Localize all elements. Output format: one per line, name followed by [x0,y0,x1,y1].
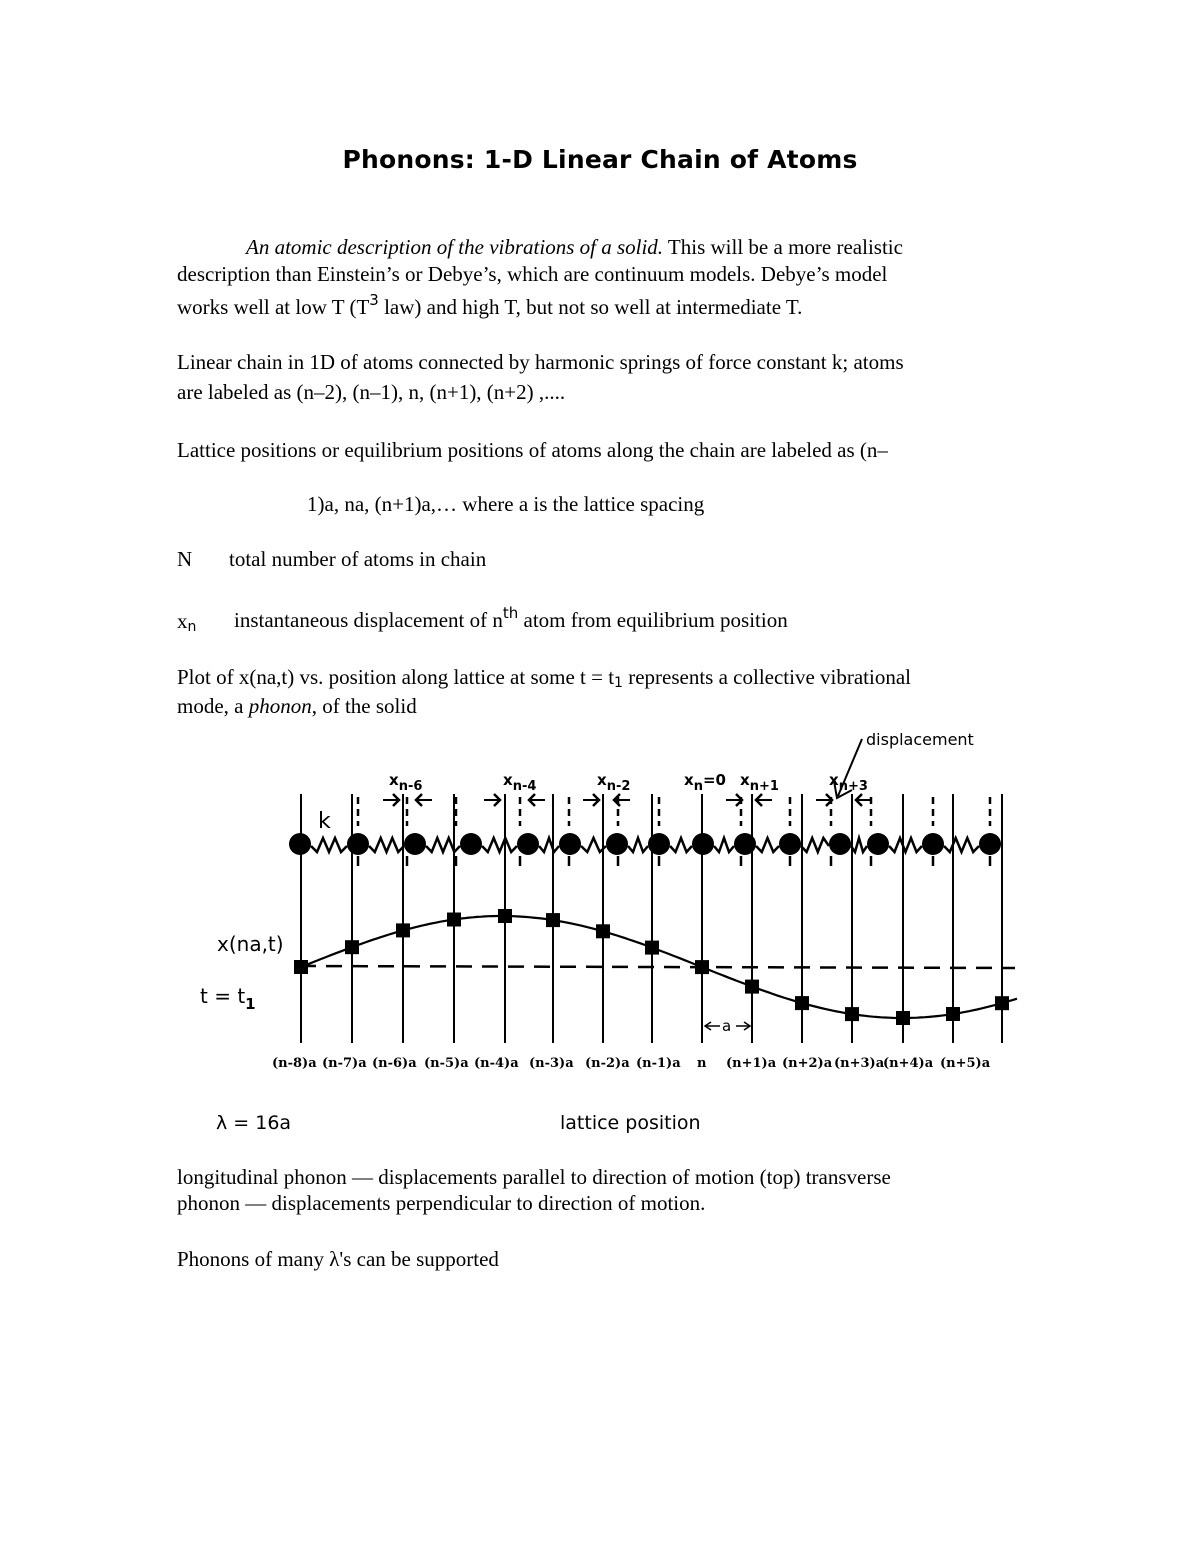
intro-line-2: description than Einstein’s or Debye’s, which are continuum models. Debye’s model [177,262,888,286]
atom-2 [404,833,426,855]
page-title: Phonons: 1-D Linear Chain of Atoms [342,145,858,174]
spring-constant-label: k [318,809,331,834]
displacement-point-1 [345,940,359,954]
displacement-point-11 [845,1007,859,1021]
atom-1 [347,833,369,855]
position-labels [272,1056,991,1071]
intro-rest: This will be a more realistic [663,235,903,259]
displacement-point-10 [795,996,809,1010]
def-n-desc: total number of atoms in chain [229,547,487,571]
plot-line-1-b: represents a collective vibrational [622,665,912,689]
chain-line-1: Linear chain in 1D of atoms connected by harmonic springs of force constant k; atoms [177,350,904,374]
position-label-9: (n+1)a [726,1056,777,1071]
atom-11 [829,833,851,855]
displacement-dashes [358,797,990,866]
lattice-line-2: 1)a, na, (n+1)a,… where a is the lattice spacing [307,492,705,516]
time-label: $t = t_1$ [200,984,256,1013]
displacement-point-3 [447,913,461,927]
top-label-n+3: xn+3 [829,771,868,794]
lattice-line-1: Lattice positions or equilibrium positions of atoms along the chain are labeled as (n– [177,438,888,462]
closing-line-2: phonon — displacements perpendicular to direction of motion. [177,1191,706,1215]
x-axis-label: lattice position [560,1112,701,1134]
displacement-point-12 [896,1011,910,1025]
displacement-point-13 [946,1007,960,1021]
def-x-sub: n [187,619,197,635]
atom-14 [979,833,1001,855]
lattice-lines [301,794,1002,1043]
lattice-spacing-label: a [722,1017,732,1035]
intro-italic: An atomic description of the vibrations of a solid. [246,235,664,259]
displacement-point-4 [498,909,512,923]
displacement-point-6 [596,924,610,938]
top-label-n: xn=0 [684,771,726,794]
atom-4 [517,833,539,855]
displacement-point-7 [645,941,659,955]
plot-line-2-italic: phonon [248,694,312,718]
position-label-4: (n-4)a [474,1056,519,1071]
lattice-spacing-marker [705,1017,750,1035]
position-label-3: (n-5)a [424,1056,469,1071]
displacement-point-0 [294,960,308,974]
plot-line-1-sub: 1 [614,675,623,691]
displacement-point-14 [995,996,1009,1010]
displacement-point-2 [396,923,410,937]
position-label-12: (n+4)a [883,1056,934,1071]
plot-line-2-b: , of the solid [311,694,417,718]
atom-10 [779,833,801,855]
position-label-13: (n+5)a [940,1056,991,1071]
displacement-point-5 [546,913,560,927]
displacement-point-8 [695,960,709,974]
position-label-11: (n+3)a [834,1056,885,1071]
def-x-base: x [177,609,188,633]
atom-12 [867,833,889,855]
position-label-8: n [697,1056,707,1071]
y-axis-label: x(na,t) [217,932,284,956]
atom-5 [559,833,581,855]
def-n-symbol: N [177,547,193,571]
intro-line-3-a: works well at low T (T [177,295,370,319]
position-label-10: (n+2)a [782,1056,833,1071]
top-label-n-2: xn-2 [597,771,631,794]
position-label-6: (n-2)a [585,1056,630,1071]
intro-line-3-b: law) and high T, but not so well at intermediate T. [378,295,803,319]
top-label-n+1: xn+1 [740,771,779,794]
t-cubed-sup: 3 [369,291,379,309]
position-label-7: (n-1)a [636,1056,681,1071]
position-label-1: (n-7)a [322,1056,367,1071]
equilibrium-dashed-line [300,966,1015,968]
atom-8 [692,833,714,855]
top-label-n-4: xn-4 [503,771,537,794]
plot-line-2-a: mode, a [177,694,249,718]
closing-line-1: longitudinal phonon — displacements parallel to direction of motion (top) transverse [177,1165,891,1189]
top-label-n-6: xn-6 [389,771,423,794]
plot-line-1-a: Plot of x(na,t) vs. position along lattice at some t = t [177,665,615,689]
atom-9 [734,833,756,855]
displacement-label: displacement [866,730,974,749]
chain-line-2: are labeled as (n–2), (n–1), n, (n+1), (n+2) ,.... [177,380,566,404]
position-label-2: (n-6)a [372,1056,417,1071]
position-label-0: (n-8)a [272,1056,317,1071]
atom-6 [606,833,628,855]
closing-line-3: Phonons of many λ's can be supported [177,1247,499,1271]
def-x-desc-b: atom from equilibrium position [518,608,788,632]
atom-13 [922,833,944,855]
atom-7 [648,833,670,855]
wavelength-label: λ = 16a [216,1112,292,1134]
def-x-desc-sup: th [502,604,519,622]
atom-3 [460,833,482,855]
position-label-5: (n-3)a [529,1056,574,1071]
displacement-point-9 [745,980,759,994]
atom-0 [289,833,311,855]
def-x-desc-a: instantaneous displacement of n [234,608,503,632]
